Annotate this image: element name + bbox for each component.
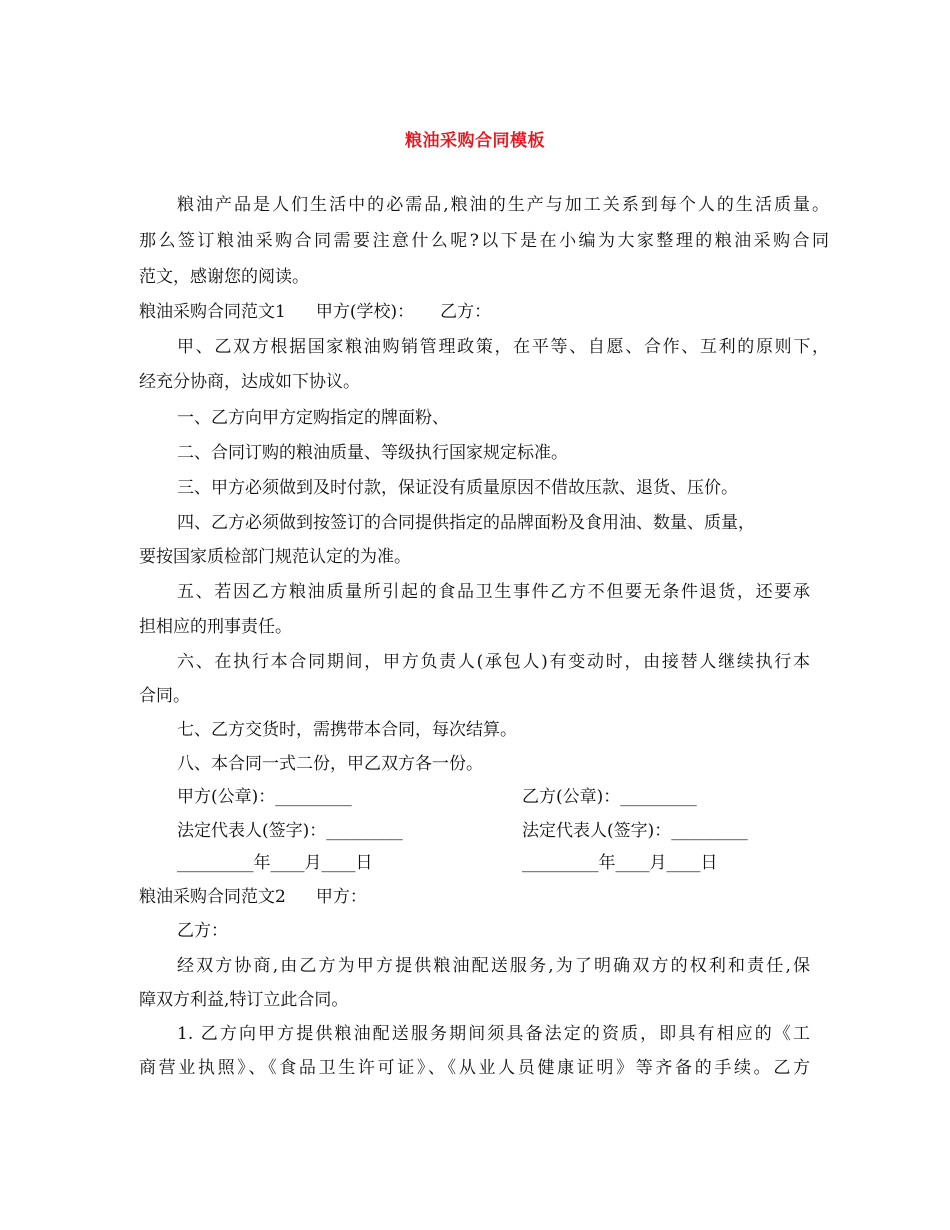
clause-7: 七、乙方交货时，需携带本合同，每次结算。 [177,720,517,740]
intro-line-1: 粮油产品是人们生活中的必需品,粮油的生产与加工关系到每个人的生活质量。 [177,195,829,215]
clause-6-line-2: 合同。 [139,686,190,706]
intro-line-3: 范文，感谢您的阅读。 [139,267,309,287]
section2-heading: 粮油采购合同范文2 [139,887,286,907]
section1-heading: 粮油采购合同范文1 [139,302,286,322]
party-a-seal: 甲方(公章)：_________ [177,787,352,807]
section1-party-b: 乙方： [440,302,492,322]
document-title: 粮油采购合同模板 [405,131,545,151]
section2-heading-row [139,886,367,908]
section1-preamble-line-2: 经充分协商，达成如下协议。 [139,372,360,392]
party-b-representative: 法定代表人(签字)：_________ [522,821,748,841]
party-a-representative: 法定代表人(签字)：_________ [177,821,403,841]
party-a-date: _________年____月____日 [177,853,373,873]
section2-preamble-line-2: 障双方利益,特订立此合同。 [139,990,349,1010]
section2-clause-1-line-2: 商营业执照》、《食品卫生许可证》、《从业人员健康证明》等齐备的手续。乙方 [139,1058,810,1078]
clause-5-line-1: 五、若因乙方粮油质量所引起的食品卫生事件乙方不但要无条件退货，还要承 [177,582,810,602]
clause-6-line-1: 六、在执行本合同期间，甲方负责人(承包人)有变动时，由接替人继续执行本 [177,652,810,672]
section2-party-b: 乙方： [177,921,228,941]
section2-preamble-line-1: 经双方协商,由乙方为甲方提供粮油配送服务,为了明确双方的权利和责任,保 [177,956,810,976]
clause-5-line-2: 担相应的刑事责任。 [139,617,292,637]
section1-preamble-line-1: 甲、乙双方根据国家粮油购销管理政策，在平等、自愿、合作、互利的原则下， [177,337,829,357]
clause-3: 三、甲方必须做到及时付款，保证没有质量原因不借故压款、退货、压价。 [177,478,738,498]
party-b-seal: 乙方(公章)：_________ [522,787,697,807]
clause-2: 二、合同订购的粮油质量、等级执行国家规定标准。 [177,443,568,463]
party-b-date: _________年____月____日 [522,853,718,873]
section2-party-a: 甲方： [315,887,367,907]
section2-clause-1-line-1: 1. 乙方向甲方提供粮油配送服务期间须具备法定的资质，即具有相应的《工 [177,1024,810,1044]
intro-line-2: 那么签订粮油采购合同需要注意什么呢?以下是在小编为大家整理的粮油采购合同 [139,231,829,251]
clause-4-line-2: 要按国家质检部门规范认定的为准。 [139,547,411,567]
section1-heading-row [139,301,491,323]
section1-party-a: 甲方(学校)： [315,302,415,322]
clause-4-line-1: 四、乙方必须做到按签订的合同提供指定的品牌面粉及食用油、数量、质量， [177,513,755,533]
clause-1: 一、乙方向甲方定购指定的牌面粉、 [177,408,449,428]
clause-8: 八、本合同一式二份，甲乙双方各一份。 [177,754,483,774]
